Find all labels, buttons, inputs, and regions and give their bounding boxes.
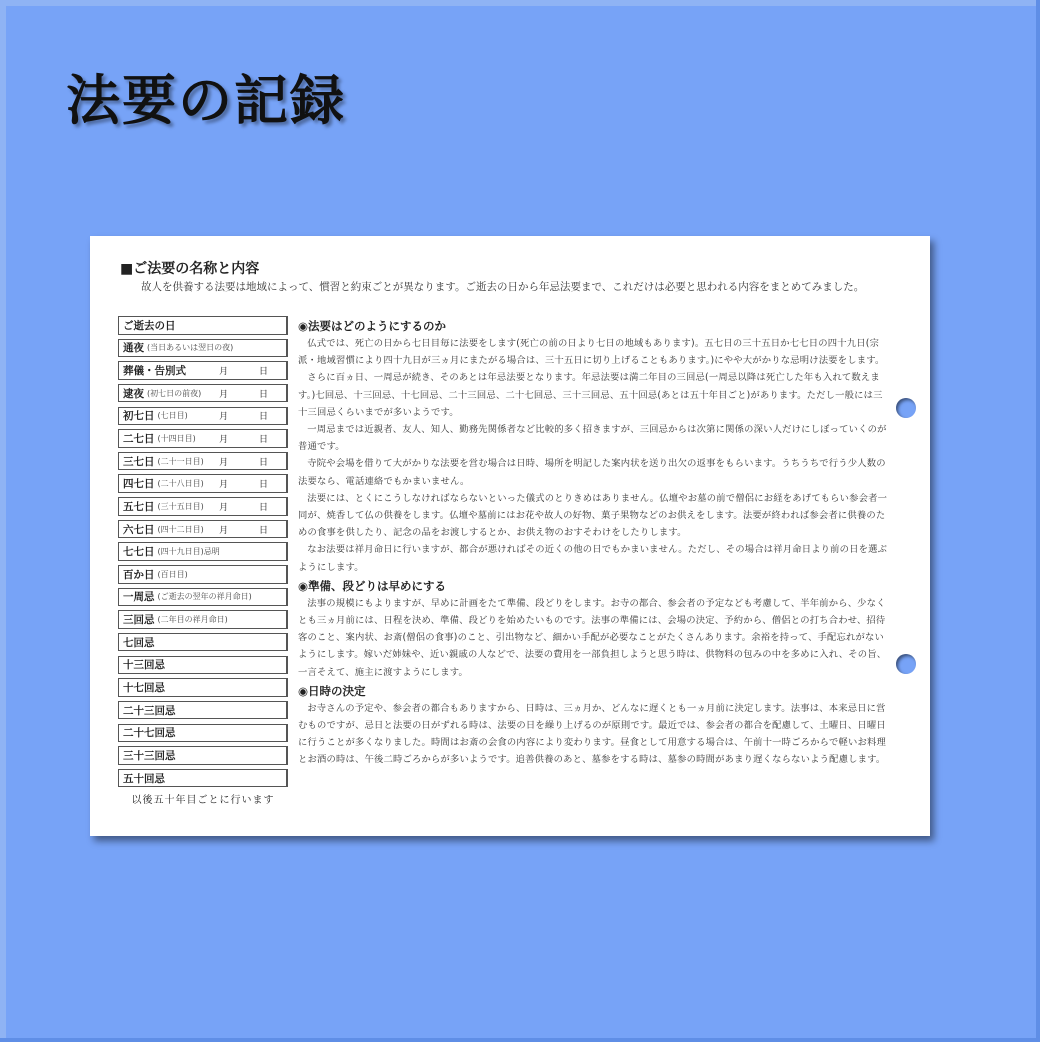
- schedule-row-name: 十七回忌: [123, 682, 165, 694]
- explanation-column: [298, 316, 888, 769]
- schedule-row: [118, 565, 288, 584]
- schedule-row-name: 四七日: [123, 478, 155, 491]
- schedule-row-name: 逮夜: [123, 387, 144, 400]
- frame-right: [1036, 0, 1040, 1042]
- schedule-row-name: 百か日: [123, 568, 155, 581]
- schedule-row-name: 六七日: [123, 523, 155, 536]
- punch-hole-lower: [896, 654, 916, 674]
- schedule-row-name: 二十三回忌: [123, 704, 176, 717]
- schedule-row: [118, 542, 288, 561]
- schedule-row-note: (十四日目): [157, 433, 196, 443]
- frame-bottom: [0, 1038, 1040, 1042]
- schedule-row: [118, 588, 288, 607]
- schedule-row-note: (当日あるいは翌日の夜): [147, 343, 234, 353]
- schedule-row: [118, 407, 288, 426]
- schedule-row-date: 月 日: [219, 502, 282, 513]
- section-heading: ◉準備、段どりは早めにする: [298, 578, 447, 593]
- document-intro: 故人を供養する法要は地域によって、慣習と約束ごとが異なります。ご逝去の日から年忌法要まで、これだけは必要と思われる内容をまとめてみました。: [141, 281, 865, 293]
- schedule-row-name: 十三回忌: [123, 659, 165, 672]
- schedule-row-name: 通夜: [123, 342, 144, 355]
- schedule-row-name: 五十回忌: [123, 772, 165, 785]
- schedule-row-name: 三回忌: [123, 614, 155, 627]
- schedule-footer: 以後五十年目ごとに行います: [131, 795, 275, 807]
- schedule-row: [118, 633, 288, 652]
- schedule-row-note: (百日目): [157, 569, 188, 579]
- section-paragraph: 寺院や会場を借りて大がかりな法要を営む場合は日時、場所を明記した案内状を送り出欠の返事をもらいます。うちうちで行う少人数の法要なら、電話連絡でもかまいません。: [298, 458, 886, 487]
- schedule-row-date: 月 日: [219, 457, 282, 468]
- schedule-row-name: 一周忌: [123, 591, 155, 604]
- document-heading: ■ご法要の名称と内容: [120, 261, 260, 277]
- section-heading: ◉日時の決定: [298, 683, 366, 698]
- schedule-row-name: 二七日: [123, 432, 155, 445]
- schedule-row-name: 葬儀・告別式: [123, 365, 186, 378]
- schedule-row: [118, 746, 288, 765]
- schedule-row-name: 初七日: [123, 410, 155, 423]
- section-paragraph: お寺さんの予定や、参会者の都合もありますから、日時は、三ヵ月か、どんなに遅くとも一ヵ月前に決定します。法事は、本来忌日に営むものですが、忌日と法要の日がずれる時は、法要の日を繰り上げるのが原則です。最近では、参会者の都合を配慮して、土曜日、日曜日に行うことが多くなりました。時間はお斎の会食の内容により変わります。昼食として用意する場合は、午前十一時ごろからで軽いお料理とお酒の時は、午後二時ごろからが多いようです。追善供養のあと、墓参をする時は、墓参の時間があまり遅くならないよう配慮します。: [298, 702, 886, 766]
- schedule-row-name: 三十三回忌: [123, 749, 176, 762]
- schedule-row-name: 七七日: [123, 546, 155, 559]
- schedule-list: [118, 316, 288, 806]
- document-sheet: [90, 236, 930, 836]
- schedule-row-note: (初七日の前夜): [147, 388, 202, 398]
- schedule-row: [118, 429, 288, 448]
- schedule-row-note: (四十九日目)忌明: [157, 547, 220, 557]
- section-paragraph: さらに百ヵ日、一周忌が続き、そのあとは年忌法要となります。年忌法要は満二年目の三回忌(一周忌以降は死亡した年も入れて数えます。)七回忌、十三回忌、十七回忌、二十三回忌、二十七回忌、三十三回忌、五十回忌(あとは五十年目ごと)があります。ただし一般には三十三回忌くらいまでが多いようです。: [298, 372, 883, 418]
- section-paragraph: なお法要は祥月命日に行いますが、都合が悪ければその近くの他の日でもかまいません。ただし、その場合は祥月命日より前の日を選ぶようにします。: [298, 544, 888, 573]
- schedule-row-name: 五七日: [123, 500, 155, 513]
- schedule-row: [118, 384, 288, 403]
- schedule-row-note: (二十一日目): [157, 456, 204, 466]
- frame-left: [0, 0, 6, 1042]
- schedule-row-note: (二年目の祥月命日): [157, 615, 228, 625]
- page-title: 法要の記録: [66, 69, 346, 132]
- section-paragraph: 仏式では、死亡の日から七日目毎に法要をします(死亡の前の日より七日の地域もあります)。五七日の三十五日か七七日の四十九日(宗派・地域習慣により四十九日が三ヵ月にまたがる場合は、三十五日に切り上げることもあります。)にやや大がかりな忌明け法要をします。: [298, 338, 885, 367]
- schedule-row-name: 七回忌: [123, 636, 155, 649]
- section-paragraph: 法事の規模にもよりますが、早めに計画をたて準備、段どりをします。お寺の都合、参会者の予定なども考慮して、半年前から、少なくとも三ヵ月前には、日程を決め、準備、段どりを始めたいものです。法事の準備には、会場の決定、予約から、僧侶との打ち合わせ、招待客のこと、案内状、お斎(僧侶の食事)のこと、引出物など、細かい手配が必要なことがたくさんあります。余裕を持って、手配忘れがないようにします。嫁いだ姉妹や、近い親戚の人などで、法要の費用を一部負担しようと思う時は、供物料の包みの中を多めに入れ、その旨、一言そえて、施主に渡すようにします。: [298, 597, 887, 678]
- schedule-row: [118, 520, 288, 539]
- punch-hole-upper: [896, 398, 916, 418]
- schedule-row-name: ご逝去の日: [123, 319, 176, 332]
- schedule-row: [118, 769, 288, 788]
- schedule-row-note: (七日目): [157, 411, 188, 421]
- schedule-row: [118, 656, 288, 675]
- schedule-row-name: 三七日: [123, 455, 155, 468]
- schedule-row-date: 月 日: [219, 434, 282, 445]
- schedule-row-note: (ご逝去の翌年の祥月命日): [157, 592, 252, 602]
- schedule-row-date: 月 日: [219, 367, 282, 378]
- schedule-row-note: (四十二日目): [157, 524, 204, 534]
- schedule-row-date: 月 日: [219, 412, 282, 423]
- schedule-row-date: 月 日: [219, 480, 282, 491]
- schedule-row: [118, 724, 288, 743]
- schedule-row: [118, 678, 288, 697]
- schedule-row: [118, 474, 288, 493]
- section-heading: ◉法要はどのようにするのか: [298, 319, 447, 333]
- frame-top: [0, 0, 1040, 6]
- schedule-row: [118, 339, 288, 358]
- schedule-row-name: 二十七回忌: [123, 727, 176, 740]
- schedule-row-date: 月 日: [219, 525, 282, 536]
- schedule-row: [118, 316, 288, 335]
- schedule-row: [118, 610, 288, 629]
- schedule-row: [118, 452, 288, 471]
- schedule-row: [118, 701, 288, 720]
- schedule-row-note: (二十八日目): [157, 479, 204, 489]
- schedule-row-date: 月 日: [219, 389, 282, 400]
- schedule-row: [118, 361, 288, 380]
- schedule-row-note: (三十五日目): [157, 501, 204, 511]
- section-paragraph: 法要には、とくにこうしなければならないといった儀式のとりきめはありません。仏壇やお墓の前で僧侶にお経をあげてもらい参会者一同が、焼香して仏の供養をします。仏壇や墓前にはお花や故人の好物、菓子果物などのお供えをします。法要が終われば参会者に供養のための食事を供したり、記念の品をお渡しするとか、お供え物のおすそわけをしたりします。: [298, 492, 888, 539]
- section-paragraph: 一周忌までは近親者、友人、知人、勤務先関係者など比較的多く招きますが、三回忌からは次第に関係の深い人だけにしぼっていくのが普通です。: [298, 424, 887, 453]
- schedule-row: [118, 497, 288, 516]
